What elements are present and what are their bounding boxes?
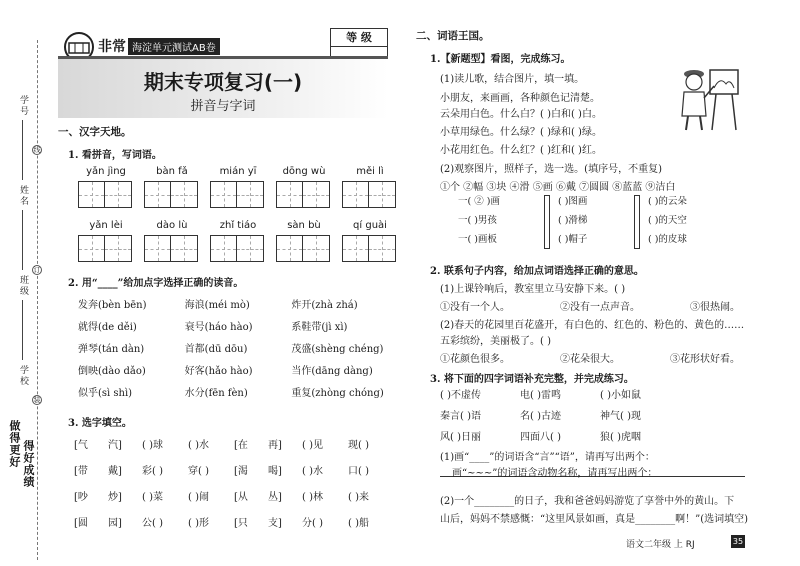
bracket-divider bbox=[544, 195, 550, 249]
choice-item[interactable]: 炸开(zhà zhá) bbox=[291, 299, 358, 311]
pinyin-text: qí guài bbox=[353, 220, 387, 231]
idiom-blank[interactable]: ( )小如鼠 bbox=[600, 390, 641, 401]
question-title: 1.【新题型】看图，完成练习。 bbox=[430, 54, 571, 65]
pinyin-item bbox=[78, 166, 134, 208]
section-heading: 一、汉字天地。 bbox=[58, 126, 132, 138]
choice-item[interactable]: 倒映(dào dǎo) bbox=[78, 365, 146, 377]
match-item[interactable]: ( )的皮球 bbox=[648, 234, 687, 245]
question-title: 1. 看拼音，写词语。 bbox=[68, 150, 162, 161]
pinyin-text: sàn bù bbox=[287, 220, 321, 231]
writing-box[interactable] bbox=[237, 181, 264, 208]
idiom-blank[interactable]: 电( )雷鸣 bbox=[520, 390, 561, 401]
writing-box[interactable] bbox=[369, 235, 396, 262]
class-line[interactable] bbox=[22, 300, 23, 360]
choice-item[interactable]: 茂盛(shèng chéng) bbox=[291, 343, 384, 355]
idiom-blank[interactable]: 秦言( )语 bbox=[440, 411, 481, 422]
choice-item[interactable]: 弹琴(tán dàn) bbox=[78, 343, 145, 355]
pinyin-text: zhǐ tiáo bbox=[219, 220, 257, 231]
choice-item[interactable]: ③很热闹。 bbox=[690, 302, 740, 313]
sub-question[interactable]: 山后，妈妈不禁感慨：“这里风景如画，真是________啊！”(选词填空) bbox=[440, 514, 749, 525]
page-number: 35 bbox=[732, 537, 744, 546]
grade-label: 等 级 bbox=[331, 29, 387, 47]
idiom-list bbox=[440, 383, 740, 446]
writing-box[interactable] bbox=[276, 235, 303, 262]
writing-box[interactable] bbox=[369, 181, 396, 208]
option-list: ①个 ②幅 ③块 ④滑 ⑤画 ⑥戴 ⑦圆圆 ⑧蓝蓝 ⑨洁白 bbox=[440, 182, 676, 193]
sub-question: 画“~~~”的词语含动物名称，请再写出两个： bbox=[452, 468, 658, 479]
blank-field[interactable]: ( )闹 bbox=[188, 491, 209, 503]
blank-field[interactable]: ( )来 bbox=[348, 491, 369, 503]
char-option: [从 bbox=[234, 491, 248, 503]
sub-question: (2)春天的花园里百花盛开，有白色的、红色的、粉色的、黄色的…… bbox=[440, 320, 745, 331]
poem-line[interactable]: 云朵用白色。什么白？( )白和( )白。 bbox=[440, 109, 602, 120]
choice-item[interactable]: 似乎(sì shì) bbox=[78, 387, 133, 399]
writing-box[interactable] bbox=[276, 181, 303, 208]
char-option: 再] bbox=[268, 439, 282, 451]
motto-text: 得好成绩 bbox=[22, 440, 35, 488]
char-option: 汽] bbox=[108, 439, 122, 451]
pinyin-text: mián yī bbox=[219, 166, 257, 177]
list-item bbox=[440, 425, 740, 446]
idiom-blank[interactable]: 名( )古迹 bbox=[520, 411, 561, 422]
match-item[interactable]: 一( ② )画 bbox=[458, 196, 500, 207]
pinyin-item bbox=[276, 166, 332, 208]
blank-field[interactable]: 穿( ) bbox=[188, 465, 209, 477]
list-item bbox=[78, 336, 398, 358]
sub-question: (1)读儿歌，结合图片，填一填。 bbox=[440, 74, 585, 85]
pinyin-item bbox=[78, 220, 134, 262]
blank-field[interactable]: ( )菜 bbox=[142, 491, 163, 503]
page-title: 期末专项复习(一) bbox=[143, 70, 303, 94]
choice-item[interactable]: ①花颜色很多。 bbox=[440, 354, 510, 365]
writing-box[interactable] bbox=[105, 181, 132, 208]
choice-row bbox=[440, 298, 740, 313]
writing-box[interactable] bbox=[171, 181, 198, 208]
choice-item[interactable]: 当作(dāng dàng) bbox=[291, 365, 373, 377]
blank-field[interactable]: ( )水 bbox=[188, 439, 209, 451]
blank-field[interactable]: 现( ) bbox=[348, 439, 369, 451]
title-banner bbox=[58, 56, 388, 118]
choice-item[interactable]: ②花朵很大。 bbox=[560, 354, 620, 365]
choice-item[interactable]: 衰号(háo hào) bbox=[184, 321, 253, 333]
blank-field[interactable]: ( )形 bbox=[188, 517, 209, 529]
pinyin-text: yǎn lèi bbox=[89, 220, 123, 231]
writing-box[interactable] bbox=[237, 235, 264, 262]
blank-field[interactable]: ( )见 bbox=[302, 439, 323, 451]
writing-box[interactable] bbox=[171, 235, 198, 262]
char-option: [渴 bbox=[234, 465, 248, 477]
writing-box[interactable] bbox=[342, 181, 369, 208]
match-column bbox=[458, 193, 500, 250]
name-label: 姓名 bbox=[18, 185, 28, 207]
pinyin-item bbox=[342, 166, 398, 208]
blank-field[interactable]: ( )船 bbox=[348, 517, 369, 529]
footer-subject: 语文二年级 上 RJ bbox=[626, 540, 695, 550]
writing-box[interactable] bbox=[144, 181, 171, 208]
match-item[interactable]: ( )图画 bbox=[558, 196, 588, 207]
brand-name: 非常 bbox=[98, 39, 126, 55]
pinyin-row bbox=[78, 220, 398, 262]
blank-field[interactable]: 彩( ) bbox=[142, 465, 163, 477]
char-option: [圆 bbox=[74, 517, 88, 529]
idiom-blank[interactable]: 四面八( ) bbox=[520, 432, 561, 443]
match-column bbox=[648, 193, 687, 250]
pinyin-item bbox=[210, 166, 266, 208]
sub-question: (2)观察图片，照样子，选一选。(填序号，不重复) bbox=[440, 164, 662, 175]
idiom-blank[interactable]: 神气( )现 bbox=[600, 411, 641, 422]
poem-line: 小朋友，来画画，各种颜色记清楚。 bbox=[440, 93, 600, 104]
pinyin-text: dōng wù bbox=[282, 166, 326, 177]
section-heading: 二、词语王国。 bbox=[416, 30, 490, 42]
choice-item[interactable]: 重复(zhòng chóng) bbox=[291, 387, 384, 399]
char-option: [在 bbox=[234, 439, 248, 451]
series-name: 海淀单元测试AB卷 bbox=[128, 38, 220, 55]
blank-field[interactable]: ( )水 bbox=[302, 465, 323, 477]
binding-margin bbox=[0, 0, 52, 566]
blank-field[interactable]: 口( ) bbox=[348, 465, 369, 477]
choice-item[interactable]: 系鞋带(jì xì) bbox=[291, 321, 348, 333]
match-item[interactable]: ( )滑梯 bbox=[558, 215, 588, 226]
cut-line bbox=[37, 40, 38, 560]
pinyin-text: měi lì bbox=[356, 166, 384, 177]
choice-item[interactable]: ①没有一个人。 bbox=[440, 302, 510, 313]
char-option: 喝] bbox=[268, 465, 282, 477]
binding-mark: 订 bbox=[33, 266, 41, 274]
char-option: [带 bbox=[74, 465, 88, 477]
sub-question: (1)画“____”的词语含“言”“语”，请再写出两个： bbox=[440, 452, 655, 463]
sub-question[interactable]: (1)上课铃响后，教室里立马安静下来。( ) bbox=[440, 284, 626, 295]
writing-box[interactable] bbox=[210, 235, 237, 262]
list-item bbox=[74, 508, 404, 534]
sub-question[interactable]: 五彩缤纷，美丽极了。( ) bbox=[440, 336, 551, 347]
pinyin-item bbox=[342, 220, 398, 262]
writing-box[interactable] bbox=[210, 181, 237, 208]
choice-item[interactable]: ②没有一点声音。 bbox=[560, 302, 640, 313]
writing-box[interactable] bbox=[78, 235, 105, 262]
char-option: [气 bbox=[74, 439, 88, 451]
pinyin-item bbox=[210, 220, 266, 262]
writing-box[interactable] bbox=[303, 181, 330, 208]
pinyin-item bbox=[276, 220, 332, 262]
poem-line[interactable]: 小草用绿色。什么绿？( )绿和( )绿。 bbox=[440, 127, 602, 138]
idiom-blank[interactable]: 风( )日丽 bbox=[440, 432, 481, 443]
char-option: 园] bbox=[108, 517, 122, 529]
choice-item[interactable]: 海浪(méi mò) bbox=[184, 299, 250, 311]
child-painter-illustration-icon bbox=[672, 60, 744, 132]
char-option: 支] bbox=[268, 517, 282, 529]
writing-box[interactable] bbox=[105, 235, 132, 262]
student-number-label: 学号 bbox=[18, 95, 28, 117]
list-item bbox=[78, 314, 398, 336]
idiom-blank[interactable]: ( )不虚传 bbox=[440, 390, 481, 401]
char-option: 戴] bbox=[108, 465, 122, 477]
question-title: 2. 用“____”给加点字选择正确的读音。 bbox=[68, 278, 244, 289]
choice-item[interactable]: 首都(dū dōu) bbox=[184, 343, 248, 355]
match-item[interactable]: 一( )男孩 bbox=[458, 215, 497, 226]
list-item bbox=[440, 383, 740, 404]
binding-mark: 装 bbox=[33, 396, 41, 404]
list-item bbox=[78, 380, 398, 402]
fill-in-list bbox=[74, 430, 404, 534]
list-item bbox=[440, 404, 740, 425]
choice-item[interactable]: 水分(fēn fèn) bbox=[184, 387, 248, 399]
question-title: 2. 联系句子内容，给加点词语选择正确的意思。 bbox=[430, 266, 644, 277]
page-subtitle: 拼音与字词 bbox=[190, 99, 256, 114]
match-column bbox=[558, 193, 587, 250]
char-option: [只 bbox=[234, 517, 248, 529]
class-label: 班级 bbox=[18, 275, 28, 297]
blank-field[interactable]: ( )林 bbox=[302, 491, 323, 503]
blank-field[interactable]: 分( ) bbox=[302, 517, 323, 529]
pinyin-item bbox=[144, 166, 200, 208]
choice-item[interactable]: ③花形状好看。 bbox=[670, 354, 740, 365]
pronunciation-list bbox=[78, 292, 398, 402]
match-item[interactable]: ( )的云朵 bbox=[648, 196, 687, 207]
question-title: 3. 将下面的四字词语补充完整，并完成练习。 bbox=[430, 374, 634, 385]
match-item[interactable]: 一( )画板 bbox=[458, 234, 497, 245]
student-number-line[interactable] bbox=[22, 120, 23, 180]
pinyin-text: bàn fǎ bbox=[156, 166, 188, 177]
pinyin-row bbox=[78, 166, 398, 208]
school-label: 学校 bbox=[18, 365, 28, 387]
worksheet-header bbox=[58, 28, 388, 114]
bracket-divider bbox=[634, 195, 640, 249]
list-item bbox=[78, 292, 398, 314]
list-item bbox=[74, 430, 404, 456]
match-item[interactable]: ( )帽子 bbox=[558, 234, 588, 245]
char-option: 炒] bbox=[108, 491, 122, 503]
matching-exercise bbox=[458, 193, 738, 251]
list-item bbox=[74, 456, 404, 482]
blank-field[interactable]: ( )球 bbox=[142, 439, 163, 451]
writing-box[interactable] bbox=[78, 181, 105, 208]
choice-item[interactable]: 发奔(bèn bēn) bbox=[78, 299, 147, 311]
name-line[interactable] bbox=[22, 210, 23, 270]
choice-item[interactable]: 就得(de děi) bbox=[78, 321, 137, 333]
idiom-blank[interactable]: 狼( )虎咽 bbox=[600, 432, 641, 443]
sub-question[interactable]: (2)一个________的日子，我和爸爸妈妈游览了享誉中外的黄山。下 bbox=[440, 496, 735, 507]
motto-text: 做得更好 bbox=[8, 420, 21, 468]
choice-item[interactable]: 好客(hǎo hào) bbox=[184, 365, 253, 377]
blank-field[interactable]: 公( ) bbox=[142, 517, 163, 529]
char-option: 丛] bbox=[268, 491, 282, 503]
list-item bbox=[78, 358, 398, 380]
match-item[interactable]: ( )的天空 bbox=[648, 215, 687, 226]
poem-line[interactable]: 小花用红色。什么红？( )红和( )红。 bbox=[440, 145, 602, 156]
pinyin-text: dào lù bbox=[156, 220, 188, 231]
writing-box[interactable] bbox=[342, 235, 369, 262]
binding-mark: 线 bbox=[33, 146, 41, 154]
char-option: [吵 bbox=[74, 491, 88, 503]
writing-box[interactable] bbox=[144, 235, 171, 262]
pinyin-text: yǎn jìng bbox=[86, 166, 126, 177]
question-title: 3. 选字填空。 bbox=[68, 418, 132, 429]
choice-row bbox=[440, 350, 740, 365]
writing-box[interactable] bbox=[303, 235, 330, 262]
list-item bbox=[74, 482, 404, 508]
pinyin-item bbox=[144, 220, 200, 262]
